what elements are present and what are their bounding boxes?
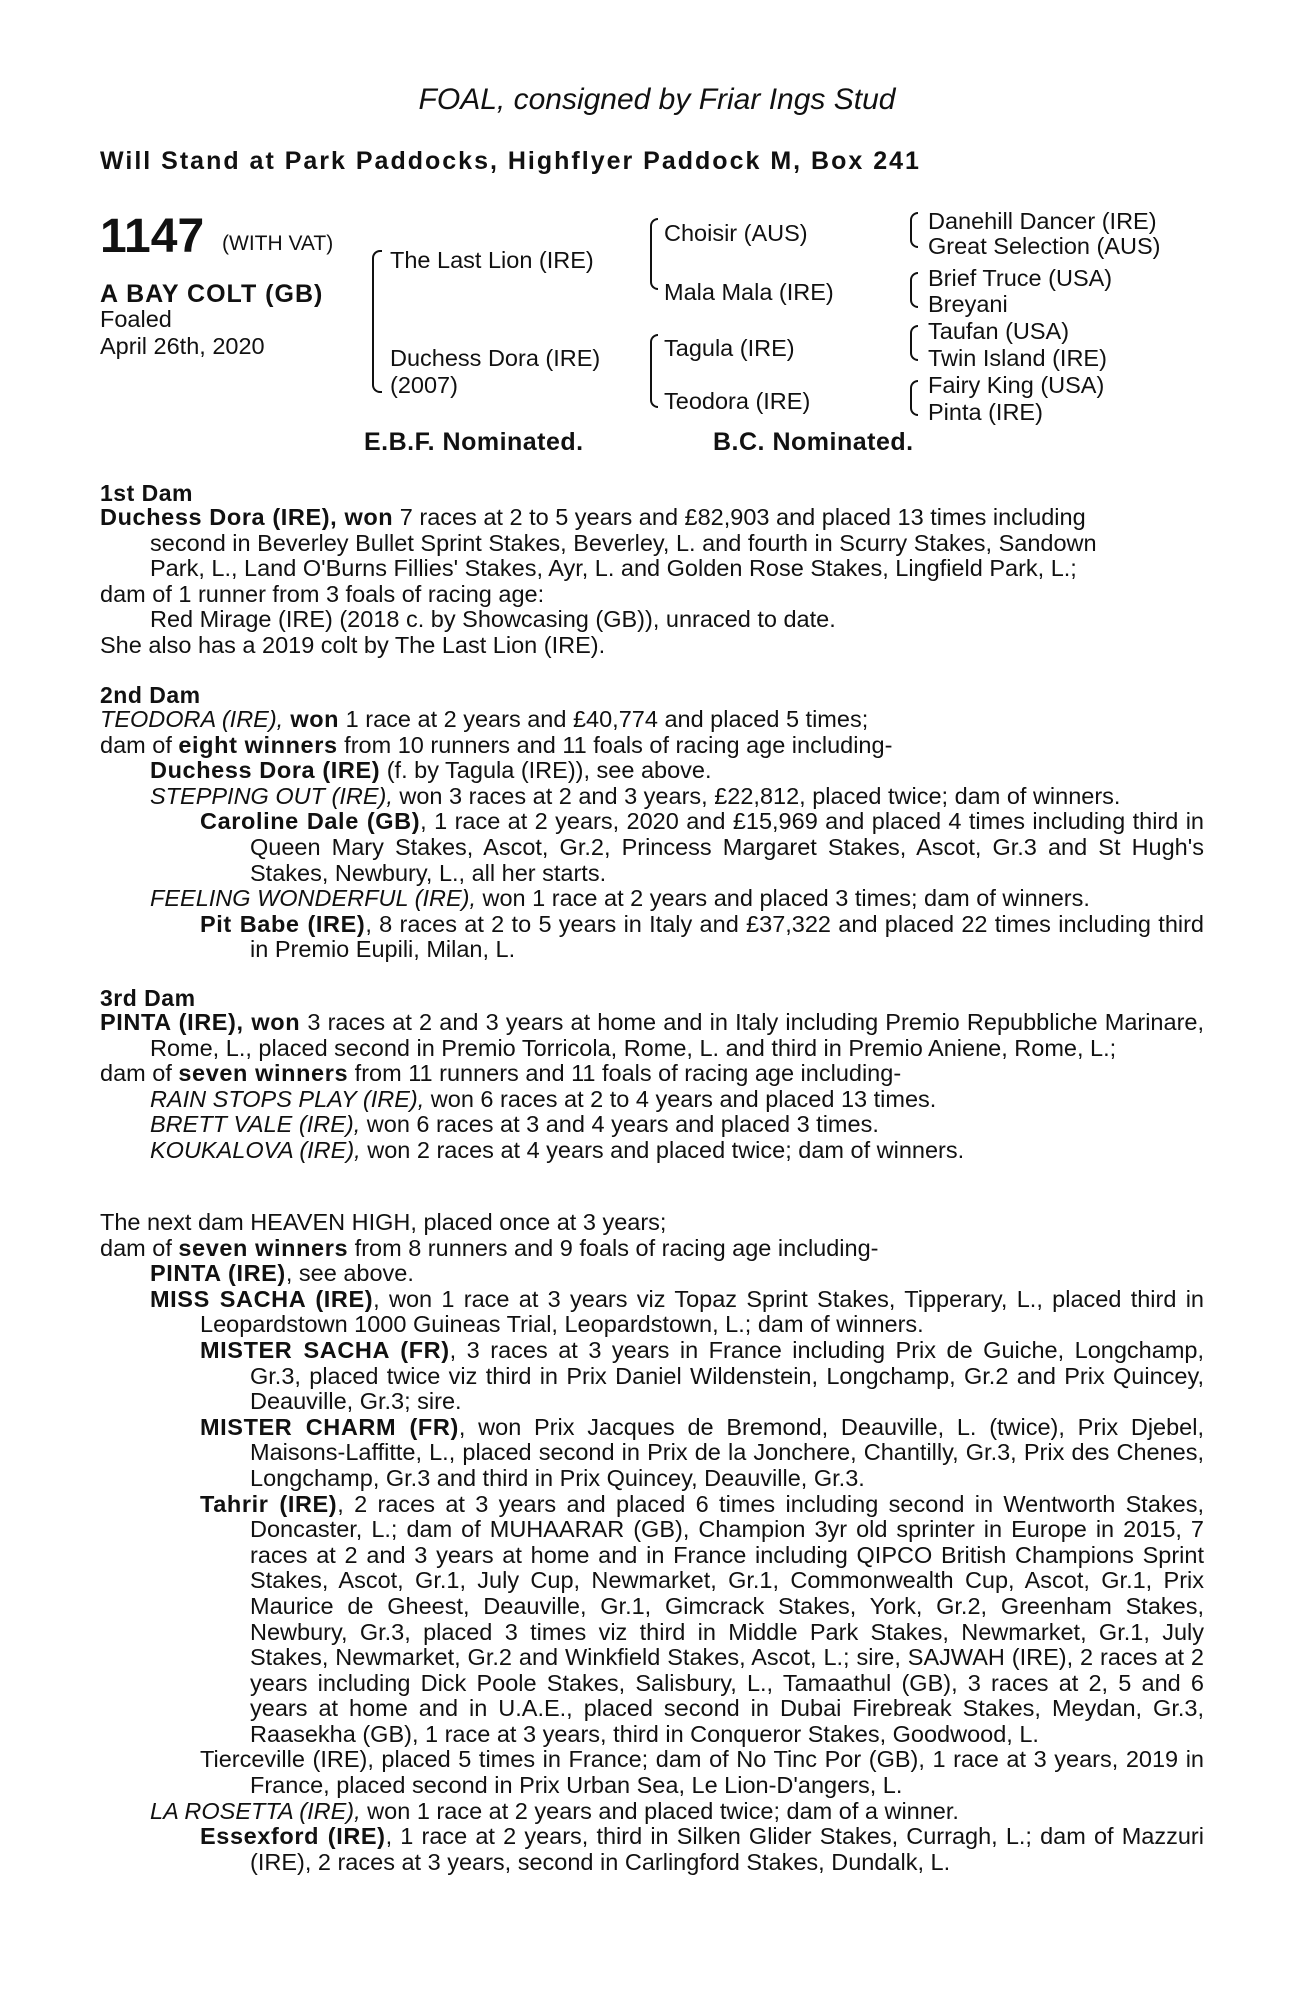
third-dam-heading: 3rd Dam <box>100 985 196 1011</box>
pedigree-g4: Breyani <box>928 291 1008 317</box>
pedigree-bracket <box>910 396 918 416</box>
pedigree-bracket <box>650 334 658 370</box>
foaled-date: April 26th, 2020 <box>100 333 265 359</box>
second-dam-heading: 2nd Dam <box>100 682 201 708</box>
vat-note: (WITH VAT) <box>222 232 334 255</box>
third-dam-text: PINTA (IRE), won 3 races at 2 and 3 years at home and in Italy including Premio Repubbliche Marinare, Rome, L., placed second in Premio Torricola, Rome, L. and third in Premio Aniene, Rome, L.; dam of seven winners from 11 runners and 11 foals of racing age including- RAIN STOPS PLAY (IRE), won 6 races at 2 to 4 years and placed 13 times. BRETT VALE (IRE), won 6 races at 3 and 4 years and placed 3 times. KOUKALOVA (IRE), won 2 races at 4 years and placed twice; dam of winners. <box>100 1009 1205 1163</box>
next-dam-text: The next dam HEAVEN HIGH, placed once at 3 years; dam of seven winners from 8 runners and 9 foals of racing age including- PINTA (IRE), see above. MISS SACHA (IRE), won 1 race at 3 years viz Topaz Sprint Stakes, Tipperary, L., placed third in Leopardstown 1000 Guineas Trial, Leopardstown, L.; dam of winners. MISTER SACHA (FR), 3 races at 3 years in France including Prix de Guiche, Longchamp, Gr.3, placed twice viz third in Prix Daniel Wildenstein, Longchamp, Gr.2 and Prix Quincey, Deauville, Gr.3; sire. MISTER CHARM (FR), won Prix Jacques de Bremond, Deauville, L. (twice), Prix Djebel, Maisons-Laffitte, L., placed second in Prix de la Jonchere, Chantilly, Gr.3, Prix des Chenes, Longchamp, Gr.3 and third in Prix Quincey, Deauville, Gr.3. Tahrir (IRE), 2 races at 3 years and placed 6 times including second in Wentworth Stakes, Doncaster, L.; dam of MUHAARAR (GB), Champion 3yr old sprinter in Europe in 2015, 7 races at 2 and 3 years at home and in France including QIPCO British Champions Sprint Stakes, Ascot, Gr.1, July Cup, Newmarket, Gr.1, Commonwealth Cup, Ascot, Gr.1, Prix Maurice de Gheest, Deauville, Gr.1, Gimcrack Stakes, York, Gr.2, Greenham Stakes, Newbury, Gr.3, placed 3 times viz third in Middle Park Stakes, Newmarket, Gr.1, July Stakes, Newmarket, Gr.2 and Winkfield Stakes, Ascot, L.; sire, SAJWAH (IRE), 2 races at 2 years including Dick Poole Stakes, Salisbury, L., Tamaathul (GB), 3 races at 2, 5 and 6 years at home and in U.A.E., placed second in Dubai Firebreak Stakes, Meydan, Gr.3, Raasekha (GB), 1 race at 3 years, third in Conqueror Stakes, Goodwood, L. Tierceville (IRE), placed 5 times in France; dam of No Tinc Por (GB), 1 race at 3 years, 2019 in France, placed second in Prix Urban Sea, Le Lion-D'angers, L. LA ROSETTA (IRE), won 1 race at 2 years and placed twice; dam of a winner. Essexford (IRE), 1 race at 2 years, third in Silken Glider Stakes, Curragh, L.; dam of Mazzuri (IRE), 2 races at 3 years, second in Carlingford Stakes, Dundalk, L. <box>100 1209 1204 1875</box>
consignor-title: FOAL, consigned by Friar Ings Stud <box>418 83 896 116</box>
pedigree-bracket <box>910 272 918 288</box>
stand-location: Will Stand at Park Paddocks, Highflyer Paddock M, Box 241 <box>100 147 921 175</box>
dam-name: Duchess Dora (IRE), won <box>100 504 394 530</box>
pedigree-sire: The Last Lion (IRE) <box>390 247 594 273</box>
second-dam-text: TEODORA (IRE), won 1 race at 2 years and £40,774 and placed 5 times; dam of eight winners from 10 runners and 11 foals of racing age including- Duchess Dora (IRE) (f. by Tagula (IRE)), see above. STEPPING OUT (IRE), won 3 races at 2 and 3 years, £22,812, placed twice; dam of winners. Caroline Dale (GB), 1 race at 2 years, 2020 and £15,969 and placed 4 times including third in Queen Mary Stakes, Ascot, Gr.2, Princess Margaret Stakes, Ascot, Gr.3 and St Hugh's Stakes, Newbury, L., all her starts. FEELING WONDERFUL (IRE), won 1 race at 2 years and placed 3 times; dam of winners. Pit Babe (IRE), 8 races at 2 to 5 years in Italy and £37,322 and placed 22 times including third in Premio Eupili, Milan, L. <box>100 706 1205 963</box>
pedigree-bracket <box>910 212 918 229</box>
pedigree-g8: Pinta (IRE) <box>928 399 1043 425</box>
pedigree-bracket <box>372 250 382 335</box>
pedigree-g5: Taufan (USA) <box>928 318 1070 344</box>
pedigree-g3: Brief Truce (USA) <box>928 265 1113 291</box>
pedigree-g1: Danehill Dancer (IRE) <box>928 208 1157 234</box>
pedigree-bracket <box>910 341 918 361</box>
pedigree-dam-year: (2007) <box>390 372 458 398</box>
pedigree-sire-dam: Mala Mala (IRE) <box>664 279 834 305</box>
pedigree-g2: Great Selection (AUS) <box>928 233 1161 259</box>
pedigree-bracket <box>650 370 658 408</box>
pedigree-dam-sire: Tagula (IRE) <box>664 335 795 361</box>
ebf-nomination: E.B.F. Nominated. <box>364 428 584 456</box>
pedigree-bracket <box>372 335 382 393</box>
first-dam-heading: 1st Dam <box>100 480 193 506</box>
pedigree-dam: Duchess Dora (IRE) <box>390 345 601 371</box>
pedigree-bracket <box>650 218 658 252</box>
pedigree-g6: Twin Island (IRE) <box>928 345 1107 371</box>
pedigree-bracket <box>910 229 918 248</box>
foaled-label: Foaled <box>100 306 172 332</box>
pedigree-bracket <box>910 288 918 308</box>
pedigree-bracket <box>650 252 658 290</box>
lot-number: 1147 <box>100 210 205 263</box>
pedigree-bracket <box>910 380 918 396</box>
pedigree-g7: Fairy King (USA) <box>928 372 1105 398</box>
horse-name: A BAY COLT (GB) <box>100 280 324 308</box>
bc-nomination: B.C. Nominated. <box>713 428 914 456</box>
pedigree-sire-sire: Choisir (AUS) <box>664 220 808 246</box>
pedigree-dam-dam: Teodora (IRE) <box>664 388 811 414</box>
pedigree-bracket <box>910 325 918 341</box>
first-dam-text: Duchess Dora (IRE), won 7 races at 2 to 5 years and £82,903 and placed 13 times including second in Beverley Bullet Sprint Stakes, Beverley, L. and fourth in Scurry Stakes, Sandown Park, L., Land O'Burns Fillies' Stakes, Ayr, L. and Golden Rose Stakes, Lingfield Park, L.; dam of 1 runner from 3 foals of racing age: Red Mirage (IRE) (2018 c. by Showcasing (GB)), unraced to date. She also has a 2019 colt by The Last Lion (IRE). <box>100 504 1097 658</box>
